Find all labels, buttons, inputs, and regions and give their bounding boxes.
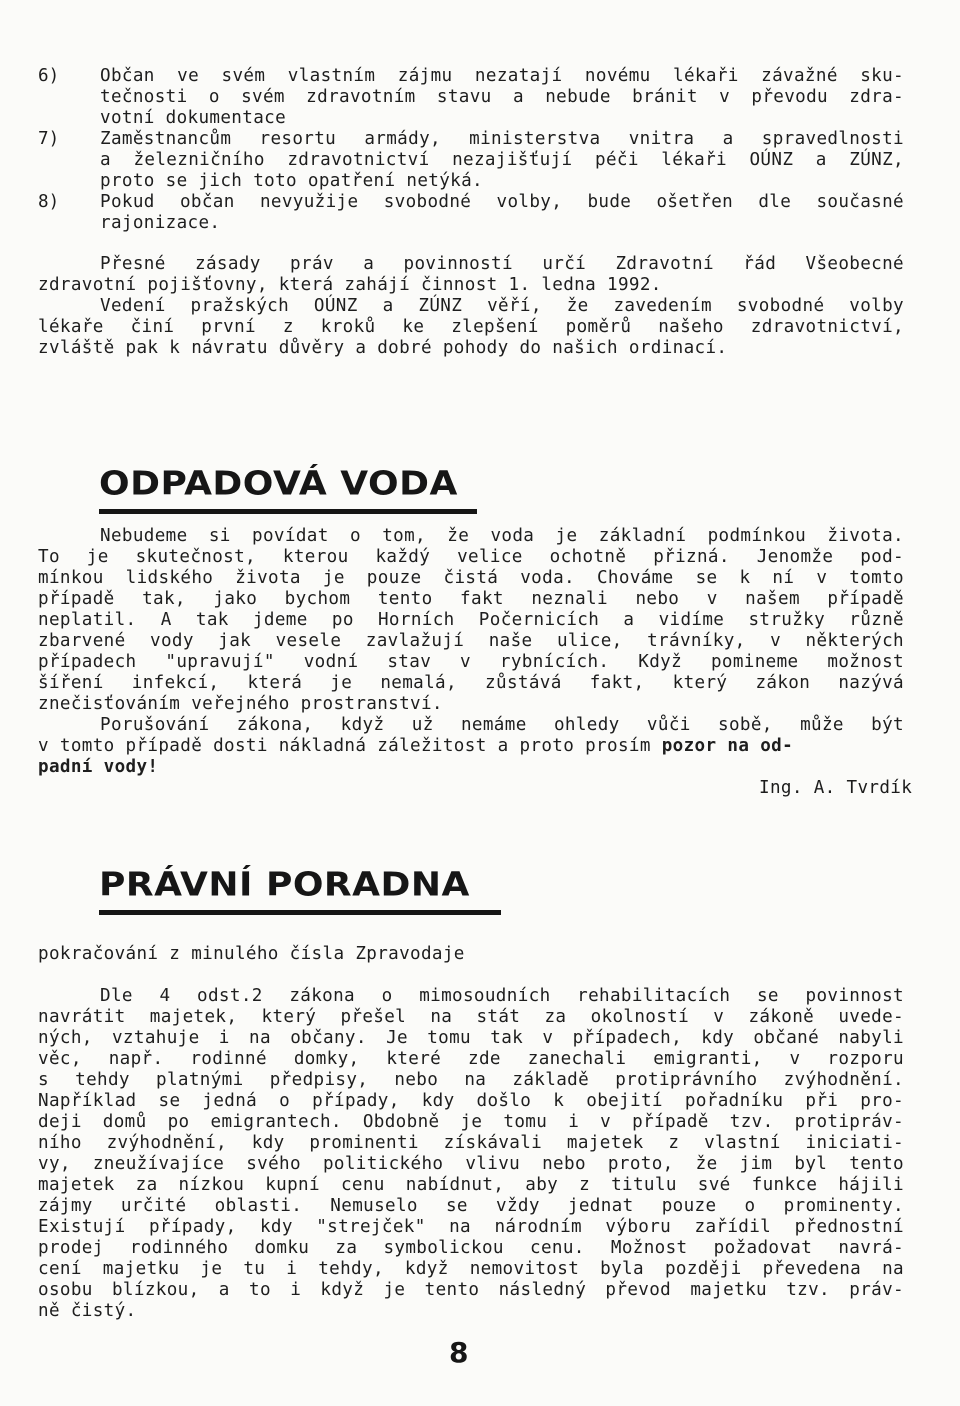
paragraph-line: Vedení pražských OÚNZ a ZÚNZ věří, že zavedením svobodné volby — [100, 296, 904, 316]
heading-underline — [99, 509, 477, 514]
list-number: 6) — [38, 66, 60, 86]
section-heading-odpadova-voda: ODPADOVÁ VODA — [99, 465, 458, 503]
page-number: 8 — [449, 1336, 469, 1369]
article-line: Porušování zákona, když už nemáme ohledy vůči sobě, může být — [100, 715, 904, 735]
article-line: mínkou lidského života je pouze čistá voda. Chováme se k ní v tomto — [38, 568, 904, 588]
list-line: votní dokumentace — [100, 108, 287, 128]
paragraph-line: zdravotní pojišťovny, která zahájí činnost 1. ledna 1992. — [38, 275, 662, 295]
article-line: zbarvené vody jak vesele zavlažují naše ulice, trávníky, v některých — [38, 631, 904, 651]
article-line: Například se jedná o případy, kdy došlo k obejití pořadníku při pro- — [38, 1091, 904, 1111]
article-bold-text: pozor na od- — [661, 736, 794, 756]
article-line: prodej rodinného domku za symbolickou cenu. Možnost požadovat navrá- — [38, 1238, 904, 1258]
section-heading-pravni-poradna: PRÁVNÍ PORADNA — [99, 866, 470, 904]
article-line: s tehdy platnými předpisy, nebo na základě protiprávního zvýhodnění. — [38, 1070, 904, 1090]
list-line: rajonizace. — [100, 213, 221, 233]
article-line: ního zvýhodnění, kdy prominenti získávali majetek z vlastní iniciati- — [38, 1133, 904, 1153]
list-line: a železničního zdravotnictví nezajišťují péči lékaři OÚNZ a ZÚNZ, — [100, 150, 904, 170]
list-line: Zaměstnancům resortu armády, ministerstva vnitra a spravedlnosti — [100, 129, 904, 149]
article-line: věc, např. rodinné domky, které zde zanechali emigranti, v rozporu — [38, 1049, 904, 1069]
article-line: znečisťováním veřejného prostranství. — [38, 694, 443, 714]
article-line-with-bold — [38, 736, 904, 757]
list-line: proto se jich toto opatření netýká. — [100, 171, 483, 191]
article-line: ně čistý. — [38, 1301, 137, 1321]
article-text: v tomto případě dosti nákladná záležitost a proto prosím — [38, 736, 662, 756]
article-line: zájmy určité oblasti. Nemuselo se vždy jednat pouze o prominenty. — [38, 1196, 904, 1216]
list-line: tečnosti o svém zdravotním stavu a nebude bránit v převodu zdra- — [100, 87, 904, 107]
article-line: To je skutečnost, kterou každý velice ochotně přizná. Jenomže pod- — [38, 547, 904, 567]
article-line: případě tak, jako bychom tento fakt neznali nebo v našem případě — [38, 589, 904, 609]
paragraph-line: zvláště pak k návratu důvěry a dobré pohody do našich ordinací. — [38, 338, 728, 358]
list-number: 8) — [38, 192, 60, 212]
list-line: Občan ve svém vlastním zájmu nezatají novému lékaři závažné sku- — [100, 66, 904, 86]
article-line: případech "upravují" vodní stav v rybnících. Když pomineme možnost — [38, 652, 904, 672]
article-line: navrátit majetek, který přešel na stát za okolností v zákoně uvede- — [38, 1007, 904, 1027]
article-line: neplatil. A tak jdeme po Horních Počernicích a vidíme stružky různě — [38, 610, 904, 630]
article-line: Existují případy, kdy "strejček" na národním výboru zařídil přednostní — [38, 1217, 904, 1237]
article-line: vy, zneužívajíce svého politického vlivu nebo proto, že jim byl tento — [38, 1154, 904, 1174]
list-line: Pokud občan nevyužije svobodné volby, bude ošetřen dle současné — [100, 192, 904, 212]
paragraph-line: lékaře činí první z kroků ke zlepšení poměrů našeho zdravotnictví, — [38, 317, 904, 337]
article-subtitle: pokračování z minulého čísla Zpravodaje — [38, 944, 465, 964]
paragraph-line: Přesné zásady práv a povinností určí Zdravotní řád Všeobecné — [100, 254, 904, 274]
heading-underline — [99, 910, 501, 915]
article-bold-line: padní vody! — [38, 757, 159, 777]
article-line: Dle 4 odst.2 zákona o mimosoudních rehabilitacích se povinnost — [100, 986, 904, 1006]
author-signature: Ing. A. Tvrdík — [759, 778, 913, 798]
article-line: deji domů po emigrantech. Obdobně je tomu i v případě tzv. protipráv- — [38, 1112, 904, 1132]
article-line: cení majetku je tu i tehdy, když nemovitost byla později převedena na — [38, 1259, 904, 1279]
article-line: ných, vztahuje i na občany. Je tomu tak v případech, kdy občané nabyli — [38, 1028, 904, 1048]
list-number: 7) — [38, 129, 60, 149]
article-line: majetek za nízkou kupní cenu nabídnut, aby z titulu své funkce hájili — [38, 1175, 904, 1195]
article-line: Nebudeme si povídat o tom, že voda je základní podmínkou života. — [100, 526, 904, 546]
article-line: šíření infekcí, která je nemalá, zůstává fakt, který zákon nazývá — [38, 673, 904, 693]
article-line: osobu blízkou, a to i když je tento následný převod majetku tzv. práv- — [38, 1280, 904, 1300]
